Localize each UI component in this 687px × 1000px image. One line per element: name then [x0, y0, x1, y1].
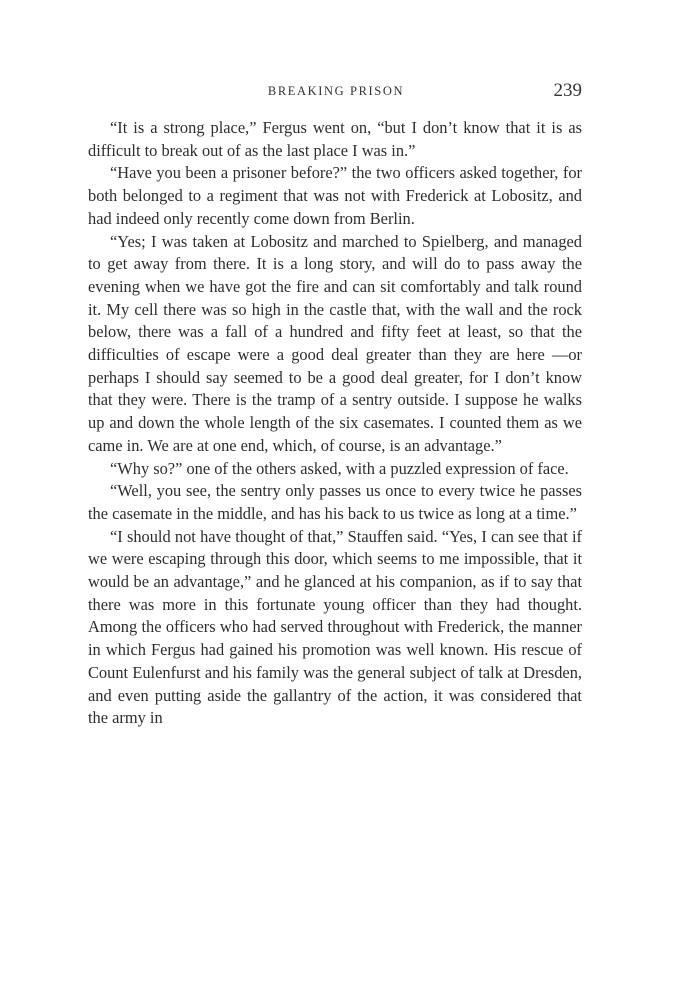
paragraph-1: “It is a strong place,” Fergus went on, “but I don’t know that it is as difficult to break out of as the last place I was in.” [88, 118, 582, 160]
page-number: 239 [553, 80, 582, 101]
paragraph-3: “Yes; I was taken at Lobositz and marched to Spielberg, and managed to get away from there. It is a long story, and will do to pass away the evening when we have got the fire and can sit comfortably and talk round it. My cell there was so high in the castle that, with the wall and the rock below, there was a fall of a hundred and fifty feet at least, so that the difficulties of escape were a good deal greater than they are here —or perhaps I should say seemed to be a good deal greater, for I don’t know that they were. There is the tramp of a sentry outside. I suppose he walks up and down the whole length of the six casemates. I counted them as we came in. We are at one end, which, of course, is an advantage.” [88, 231, 582, 455]
paragraph-2: “Have you been a prisoner before?” the two officers asked together, for both belonged to a regiment that was not with Frederick at Lobositz, and had indeed only recently come down from Berlin. [88, 163, 582, 228]
paragraph-6: “I should not have thought of that,” Stauffen said. “Yes, I can see that if we were escaping through this door, which seems to me impossible, that it would be an advantage,” and he glanced at his companion, as if to say that there was more in this fortunate young officer than they had thought. Among the officers who had served throughout with Frederick, the manner in which Fergus had gained his promotion was well known. His rescue of Count Eulenfurst and his family was the general subject of talk at Dresden, and even putting aside the gallantry of the action, it was considered that the army in [88, 526, 582, 728]
running-head [88, 80, 584, 104]
body-text [88, 117, 582, 730]
running-title: BREAKING PRISON [267, 84, 405, 98]
paragraph-5: “Well, you see, the sentry only passes us once to every twice he passes the casemate in the middle, and has his back to us twice as long at a time.” [88, 481, 582, 523]
paragraph-4: “Why so?” one of the others asked, with a puzzled expression of face. [110, 458, 569, 478]
